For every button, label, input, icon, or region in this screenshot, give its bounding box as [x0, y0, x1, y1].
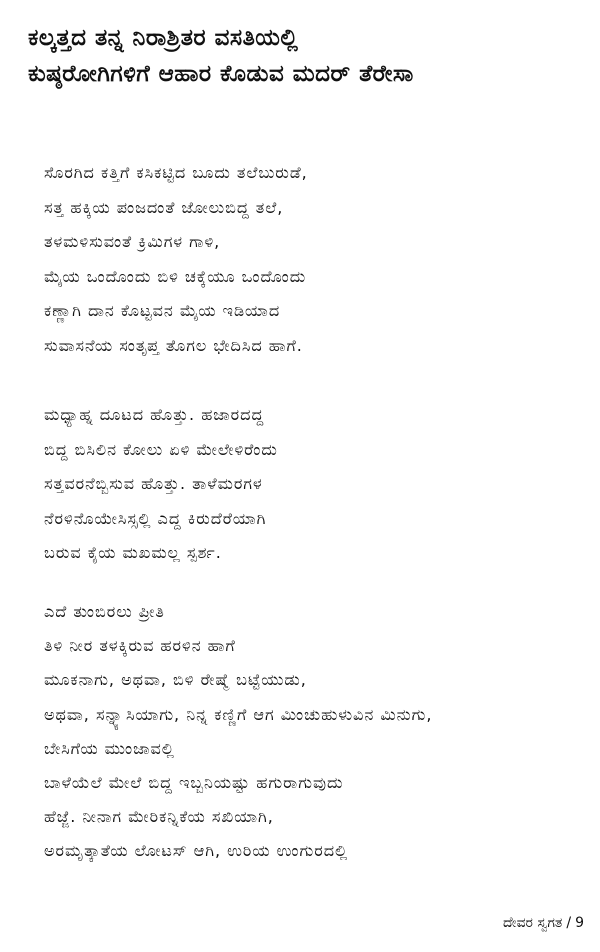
verse-line: ನೆರಳಿನೊಯೇಸಿಸ್ಸಲ್ಲಿ ಎದ್ದ ಕಿರುದೆರೆಯಾಗಿ [44, 508, 267, 528]
verse-line: ಎದೆ ತುಂಬಿರಲು ಪ್ರೀತಿ [44, 602, 165, 621]
verse-line: ಬರುವ ಕೈಯ ಮಖಮಲ್ಲ ಸ್ಪರ್ಶ. [44, 543, 222, 562]
verse-line: ಮಧ್ಯಾಹ್ನ ದೂಟದ ಹೊತ್ತು. ಹಜಾರದದ್ದ [44, 405, 265, 424]
verse-line: ಸೊರಗಿದ ಕತ್ತಿಗೆ ಕಸಿಕಟ್ಟಿದ ಬೂದು ತಲೆಬುರುಡೆ, [44, 163, 308, 182]
poem-title-line-1: ಕಲ್ಕತ್ತದ ತನ್ನ ನಿರಾಶ್ರಿತರ ವಸತಿಯಲ್ಲಿ [28, 25, 299, 51]
verse-line: ಬಿದ್ದ ಬಿಸಿಲಿನ ಕೋಲು ಏಳಿ ಮೇಲೇಳಿರೆಂದು [44, 439, 278, 459]
verse-line: ಸತ್ತ ಹಕ್ಕಿಯ ಪಂಜದಂತೆ ಜೋಲುಬಿದ್ದ ತಲೆ, [44, 197, 284, 217]
verse-line: ಸುವಾಸನೆಯ ಸಂತೃಪ್ತ ತೊಗಲ ಭೇದಿಸಿದ ಹಾಗೆ. [44, 335, 303, 355]
poem-title [28, 20, 588, 92]
footer-separator: / [566, 915, 572, 931]
stanza-3 [44, 595, 584, 869]
verse-line: ಕಣ್ಣಾಗಿ ದಾನ ಕೊಟ್ಟವನ ಮೈಯ ಇಡಿಯಾದ [44, 301, 281, 320]
stanza-1 [44, 156, 584, 363]
verse-line: ಬಾಳೆಯೆಲೆ ಮೇಲೆ ಬಿದ್ದ ಇಬ್ಬನಿಯಷ್ಟು ಹಗುರಾಗುವುದು [44, 773, 344, 793]
page-footer [503, 915, 584, 931]
verse-line: ಹೆಜ್ಜೆ. ನೀನಾಗ ಮೇರಿಕನ್ನಿಕೆಯ ಸಖಿಯಾಗಿ, [44, 807, 274, 827]
running-book-title: ದೇವರ ಸ್ವಗತ [502, 915, 563, 931]
verse-line: ಮೂಕನಾಗು, ಅಥವಾ, ಬಿಳಿ ರೇಷ್ಮೆ ಬಟ್ಟೆಯುಡು, [44, 670, 307, 690]
verse-line: ಸತ್ತವರನೆಬ್ಬಿಸುವ ಹೊತ್ತು. ತಾಳೆಮರಗಳ [44, 474, 263, 493]
verse-line: ಮೈಯ ಒಂದೊಂದು ಬಿಳಿ ಚಕ್ಕೆಯೂ ಒಂದೊಂದು [44, 266, 307, 286]
verse-line: ತಳಮಳಿಸುವಂತೆ ಕ್ರಿಮಿಗಳ ಗಾಳಿ, [44, 232, 221, 251]
verse-line: ಅಥವಾ, ಸನ್ನ್ಯಾಸಿಯಾಗು, ನಿನ್ನ ಕಣ್ಣಿಗೆ ಆಗ ಮಿಂಚುಹುಳುವಿನ ಮಿನುಗು, [44, 704, 433, 724]
poem-title-line-2: ಕುಷ್ಠರೋಗಿಗಳಿಗೆ ಆಹಾರ ಕೊಡುವ ಮದರ್ ತೆರೇಸಾ [28, 61, 414, 87]
stanza-2 [44, 398, 584, 571]
verse-line: ಬೇಸಿಗೆಯ ಮುಂಜಾವಲ್ಲಿ [44, 738, 175, 758]
verse-line: ಅರಮೃತ್ಕಾತೆಯ ಲೋಟಸ್ ಆಗಿ, ಉರಿಯ ಉಂಗುರದಲ್ಲಿ [44, 841, 349, 861]
page-number: 9 [575, 915, 584, 931]
verse-line: ತಿಳಿ ನೀರ ತಳಕ್ಕಿರುವ ಹರಳಿನ ಹಾಗೆ [44, 636, 236, 656]
